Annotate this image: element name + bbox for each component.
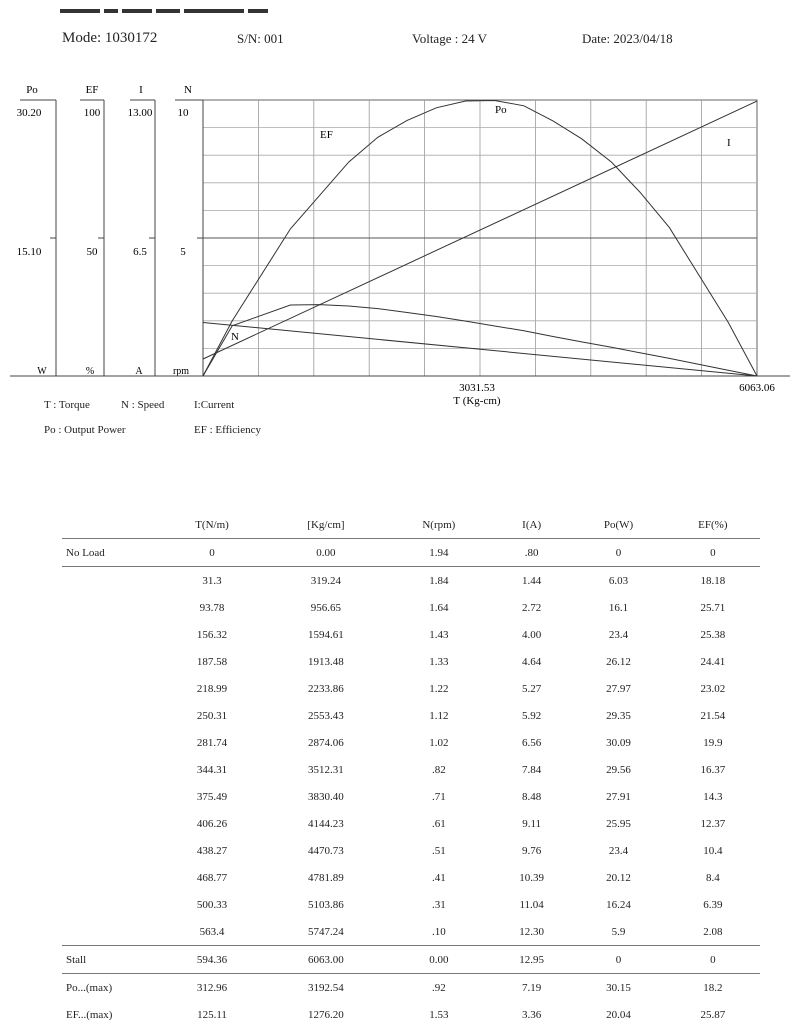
table-cell: .41 — [431, 871, 446, 884]
table-cell: 18.2 — [703, 981, 723, 994]
table-cell: 8.4 — [705, 871, 720, 884]
table-cell: 23.4 — [608, 844, 629, 857]
table-cell: 29.56 — [606, 763, 631, 776]
row-label-empty — [62, 594, 158, 621]
x-tick-max: 6063.06 — [739, 382, 775, 394]
row-label-empty — [62, 864, 158, 891]
table-row — [62, 864, 760, 891]
table-row — [62, 891, 760, 918]
table-cell: 2553.43 — [308, 709, 344, 722]
table-cell: 25.87 — [700, 1008, 726, 1021]
table-row — [62, 594, 760, 621]
table-cell: 9.11 — [522, 817, 542, 830]
table-cell: 5103.86 — [308, 898, 344, 911]
date-label: Date: 2023/04/18 — [582, 31, 673, 46]
table-cell: 4144.23 — [308, 817, 344, 830]
table-cell: 29.35 — [606, 709, 631, 722]
table-cell: 2874.06 — [308, 736, 344, 749]
table-cell: .31 — [431, 898, 446, 911]
table-cell: 20.04 — [606, 1008, 631, 1021]
table-cell: 8.48 — [522, 790, 542, 803]
table-cell: 23.4 — [608, 628, 629, 641]
table-cell: 0.00 — [266, 539, 386, 567]
row-label: Stall — [62, 946, 158, 974]
po-tick-max: 30.20 — [16, 107, 42, 119]
series-label-po: Po — [495, 104, 507, 116]
legend-current: I:Current — [194, 399, 235, 411]
table-cell: 0 — [571, 539, 665, 567]
table-cell: 4470.73 — [308, 844, 344, 857]
i-tick-mid: 6.5 — [133, 246, 147, 258]
table-cell: 5.92 — [522, 709, 542, 722]
table-cell: 1.44 — [522, 574, 542, 587]
no-load-row — [62, 539, 760, 567]
n-tick-max: 10 — [177, 107, 189, 119]
table-cell: 468.77 — [196, 871, 228, 884]
series-label-i: I — [727, 137, 731, 149]
table-row — [62, 837, 760, 864]
table-cell: 21.54 — [700, 709, 726, 722]
ef-unit: % — [85, 366, 95, 377]
table-cell: 0 — [571, 946, 665, 974]
table-cell: 16.37 — [700, 763, 726, 776]
table-row — [62, 648, 760, 675]
x-tick-mid: 3031.53 — [459, 382, 495, 394]
row-label-empty — [62, 918, 158, 946]
table-cell: 14.3 — [703, 790, 723, 803]
x-axis-label: T (Kg-cm) — [453, 395, 501, 407]
col-header-efficiency: EF(%) — [666, 512, 760, 539]
table-cell: 4.64 — [522, 655, 542, 668]
table-cell: 19.9 — [703, 736, 723, 749]
row-label-empty — [62, 675, 158, 702]
table-cell: .61 — [431, 817, 446, 830]
table-cell: 5.9 — [611, 925, 626, 938]
row-label: No Load — [62, 539, 158, 567]
row-label-empty — [62, 702, 158, 729]
table-cell: 10.39 — [519, 871, 545, 884]
table-cell: 3.36 — [522, 1008, 542, 1021]
row-label-empty — [62, 837, 158, 864]
row-label: EF...(max) — [66, 1008, 113, 1021]
n-unit: rpm — [172, 366, 190, 377]
table-cell: 344.31 — [196, 763, 228, 776]
table-cell: 2.08 — [703, 925, 723, 938]
table-cell: .92 — [431, 981, 446, 994]
stall-row — [62, 946, 760, 974]
chart-grid — [10, 100, 790, 376]
table-cell: 563.4 — [199, 925, 225, 938]
row-label-empty — [62, 891, 158, 918]
performance-chart — [0, 80, 800, 480]
col-header-torque-nm: T(N/m) — [158, 512, 266, 539]
table-cell: 23.02 — [700, 682, 726, 695]
table-cell: 125.11 — [197, 1008, 227, 1021]
po-tick-mid: 15.10 — [16, 246, 42, 258]
table-row — [62, 621, 760, 648]
col-header-speed: N(rpm) — [386, 512, 492, 539]
table-row — [62, 675, 760, 702]
table-cell: 594.36 — [158, 946, 266, 974]
table-row — [62, 702, 760, 729]
table-cell: 27.91 — [606, 790, 631, 803]
table-cell: 12.30 — [519, 925, 545, 938]
table-cell: 5.27 — [522, 682, 542, 695]
i-tick-max: 13.00 — [127, 107, 153, 119]
table-cell: 4781.89 — [308, 871, 344, 884]
table-cell: .10 — [431, 925, 446, 938]
table-cell: 1.43 — [429, 628, 449, 641]
table-cell: 1.84 — [429, 574, 449, 587]
i-axis-head: I — [139, 84, 143, 96]
table-cell: 4.00 — [522, 628, 542, 641]
table-header-blank — [62, 512, 158, 539]
cropped-title-strokes — [60, 0, 480, 6]
table-cell: .51 — [431, 844, 446, 857]
po-max-row — [62, 974, 760, 1002]
table-cell: 10.4 — [703, 844, 723, 857]
table-cell: 7.19 — [522, 981, 542, 994]
table-row — [62, 756, 760, 783]
table-cell: 12.37 — [700, 817, 726, 830]
table-cell: 18.18 — [700, 574, 726, 587]
table-cell: .71 — [431, 790, 446, 803]
table-cell: 6.03 — [608, 574, 629, 587]
ef-max-row — [62, 1001, 760, 1028]
col-header-current: I(A) — [492, 512, 572, 539]
table-cell: 250.31 — [196, 709, 228, 722]
table-row — [62, 810, 760, 837]
table-cell: 319.24 — [310, 574, 342, 587]
table-cell: 30.15 — [606, 981, 631, 994]
legend-speed: N : Speed — [121, 399, 165, 411]
table-cell: 25.71 — [700, 601, 726, 614]
series-label-ef: EF — [320, 129, 333, 141]
row-label-empty — [62, 567, 158, 595]
voltage-label: Voltage : 24 V — [412, 31, 487, 46]
table-cell: 3192.54 — [308, 981, 344, 994]
table-cell: 1594.61 — [308, 628, 344, 641]
ef-axis-head: EF — [85, 84, 99, 96]
table-cell: 11.04 — [519, 898, 544, 911]
table-cell: 1913.48 — [308, 655, 344, 668]
legend-output-power: Po : Output Power — [44, 424, 126, 436]
performance-table — [62, 512, 760, 1028]
table-cell: 1.53 — [429, 1008, 449, 1021]
table-cell: 281.74 — [196, 736, 228, 749]
table-header-row — [62, 512, 760, 539]
table-cell: 26.12 — [606, 655, 631, 668]
table-cell: 1.33 — [429, 655, 449, 668]
n-tick-mid: 5 — [180, 246, 186, 258]
col-header-torque-kgcm: [Kg/cm] — [266, 512, 386, 539]
table-cell: 375.49 — [196, 790, 228, 803]
table-cell: 16.24 — [606, 898, 631, 911]
table-cell: 218.99 — [196, 682, 228, 695]
serial-number: S/N: 001 — [237, 31, 284, 46]
table-cell: 3512.31 — [308, 763, 344, 776]
table-cell: 3830.40 — [308, 790, 344, 803]
series-label-n: N — [231, 331, 239, 343]
table-cell: 30.09 — [606, 736, 631, 749]
legend-efficiency: EF : Efficiency — [194, 424, 261, 436]
table-cell: 0 — [666, 539, 760, 567]
row-label: Po...(max) — [66, 981, 113, 994]
table-cell: 1.22 — [429, 682, 449, 695]
table-cell: 2.72 — [522, 601, 542, 614]
row-label-empty — [62, 756, 158, 783]
i-unit: A — [135, 366, 143, 377]
table-cell: 156.32 — [196, 628, 228, 641]
table-cell: 6063.00 — [266, 946, 386, 974]
table-cell: 93.78 — [199, 601, 225, 614]
table-cell: 1.94 — [386, 539, 492, 567]
ef-tick-mid: 50 — [86, 246, 98, 258]
table-cell: 5747.24 — [308, 925, 344, 938]
table-cell: 24.41 — [700, 655, 726, 668]
table-cell: 1.12 — [429, 709, 449, 722]
table-cell: 2233.86 — [308, 682, 344, 695]
table-cell: .80 — [492, 539, 572, 567]
table-cell: 500.33 — [196, 898, 228, 911]
po-unit: W — [37, 366, 47, 377]
table-cell: 1276.20 — [308, 1008, 344, 1021]
table-cell: 20.12 — [606, 871, 631, 884]
row-label-empty — [62, 729, 158, 756]
table-cell: 1.64 — [429, 601, 449, 614]
row-label-empty — [62, 783, 158, 810]
table-cell: 27.97 — [606, 682, 631, 695]
table-cell: 187.58 — [196, 655, 228, 668]
table-cell: 406.26 — [196, 817, 228, 830]
table-row — [62, 918, 760, 946]
table-row — [62, 783, 760, 810]
table-cell: 956.65 — [310, 601, 342, 614]
col-header-power: Po(W) — [571, 512, 665, 539]
ef-tick-max: 100 — [83, 107, 101, 119]
po-axis-head: Po — [26, 84, 38, 96]
table-cell: 6.39 — [703, 898, 723, 911]
n-axis-head: N — [184, 84, 192, 96]
row-label-empty — [62, 648, 158, 675]
table-cell: 1.02 — [429, 736, 449, 749]
table-cell: .82 — [431, 763, 446, 776]
table-cell: 31.3 — [202, 574, 222, 587]
table-cell: 6.56 — [522, 736, 542, 749]
row-label-empty — [62, 621, 158, 648]
table-cell: 25.38 — [700, 628, 726, 641]
table-row — [62, 567, 760, 595]
table-cell: 438.27 — [196, 844, 228, 857]
table-cell: 9.76 — [522, 844, 542, 857]
table-cell: 16.1 — [608, 601, 629, 614]
table-cell: 0 — [666, 946, 760, 974]
table-cell: 7.84 — [522, 763, 542, 776]
table-cell: 0.00 — [386, 946, 492, 974]
table-row — [62, 729, 760, 756]
legend-torque: T : Torque — [44, 399, 90, 411]
table-cell: 12.95 — [492, 946, 572, 974]
row-label-empty — [62, 810, 158, 837]
table-cell: 0 — [158, 539, 266, 567]
mode-label: Mode: 1030172 — [62, 30, 158, 46]
table-cell: 25.95 — [606, 817, 631, 830]
table-cell: 312.96 — [196, 981, 228, 994]
